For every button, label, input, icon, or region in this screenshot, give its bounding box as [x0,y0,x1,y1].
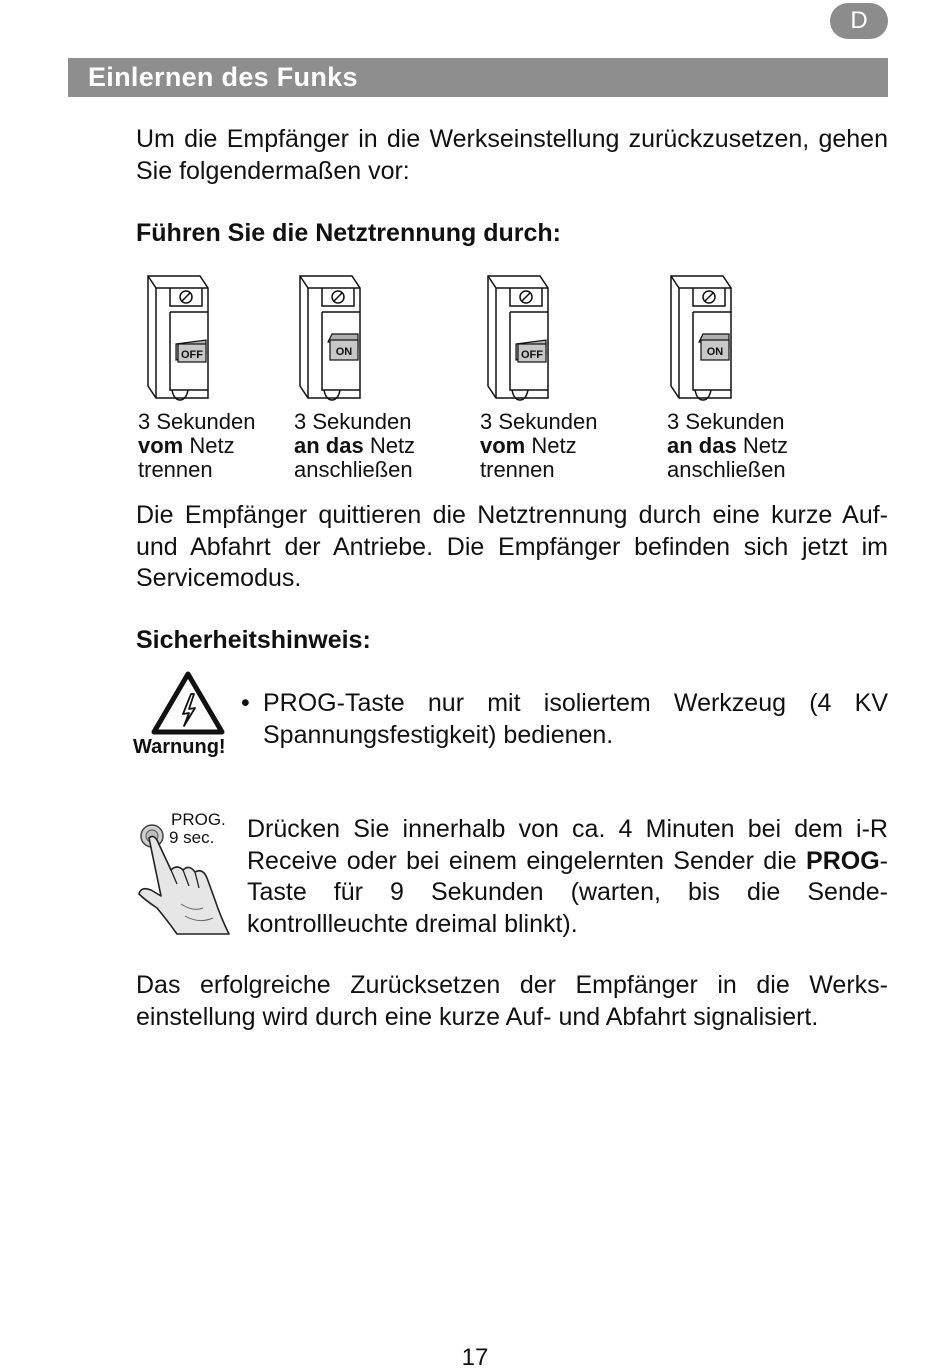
svg-text:ON: ON [335,346,353,358]
step-caption: 3 Sekunden vom Netz trennen [480,409,598,482]
circuit-breaker-on-icon [667,272,739,406]
language-badge: D [830,3,888,39]
step-caption: 3 Sekunden an das Netz anschließen [294,409,416,482]
intro-paragraph: Um die Empfänger in die Werkseinstellung zurückzusetzen, gehen Sie folgendermaßen vor: [136,125,888,185]
circuit-breaker-off-icon [484,272,556,406]
safety-heading: Sicherheitshinweis: [136,626,371,654]
hand-pressing-button-icon [137,808,233,938]
svg-text:ON: ON [706,346,724,358]
page-number: 17 [461,1344,489,1371]
prog-instruction: Drücken Sie innerhalb von ca. 4 Minuten bei dem i-R Receive oder bei einem eingelernten Sender die PROG-Taste für 9 Sekunden (warten, bis die Sendekontrollleuchte dreimal blinkt). [247,815,888,938]
final-paragraph: Das erfolgreiche Zurücksetzen der Empfänger in die Werkseinstellung wird durch eine kurze Auf- und Abfahrt signalisiert. [136,971,888,1031]
svg-text:OFF: OFF [521,349,543,361]
step-caption: 3 Sekunden an das Netz anschließen [667,409,789,482]
svg-text:OFF: OFF [181,349,203,361]
svg-text:PROG.: PROG. [171,810,226,829]
warning-label: Warnung! [133,736,226,758]
step-caption: 3 Sekunden vom Netz trennen [138,409,256,482]
netztrennung-heading: Führen Sie die Netztrennung durch: [136,219,562,247]
circuit-breaker-off-icon [144,272,216,406]
servicemodus-paragraph: Die Empfänger quittieren die Netztrennung durch eine kurze Auf- und Abfahrt der Antriebe. Die Empfänger befinden sich jetzt im Servicemodus. [136,501,888,592]
bullet: • [241,689,250,717]
section-title: Einlernen des Funks [68,58,888,97]
warning-text: PROG-Taste nur mit isoliertem Werkzeug (4 KV Spannungsfestigkeit) bedienen. [263,689,888,749]
svg-text:9 sec.: 9 sec. [169,828,215,847]
circuit-breaker-on-icon [296,272,368,406]
warning-triangle-icon [150,670,226,736]
